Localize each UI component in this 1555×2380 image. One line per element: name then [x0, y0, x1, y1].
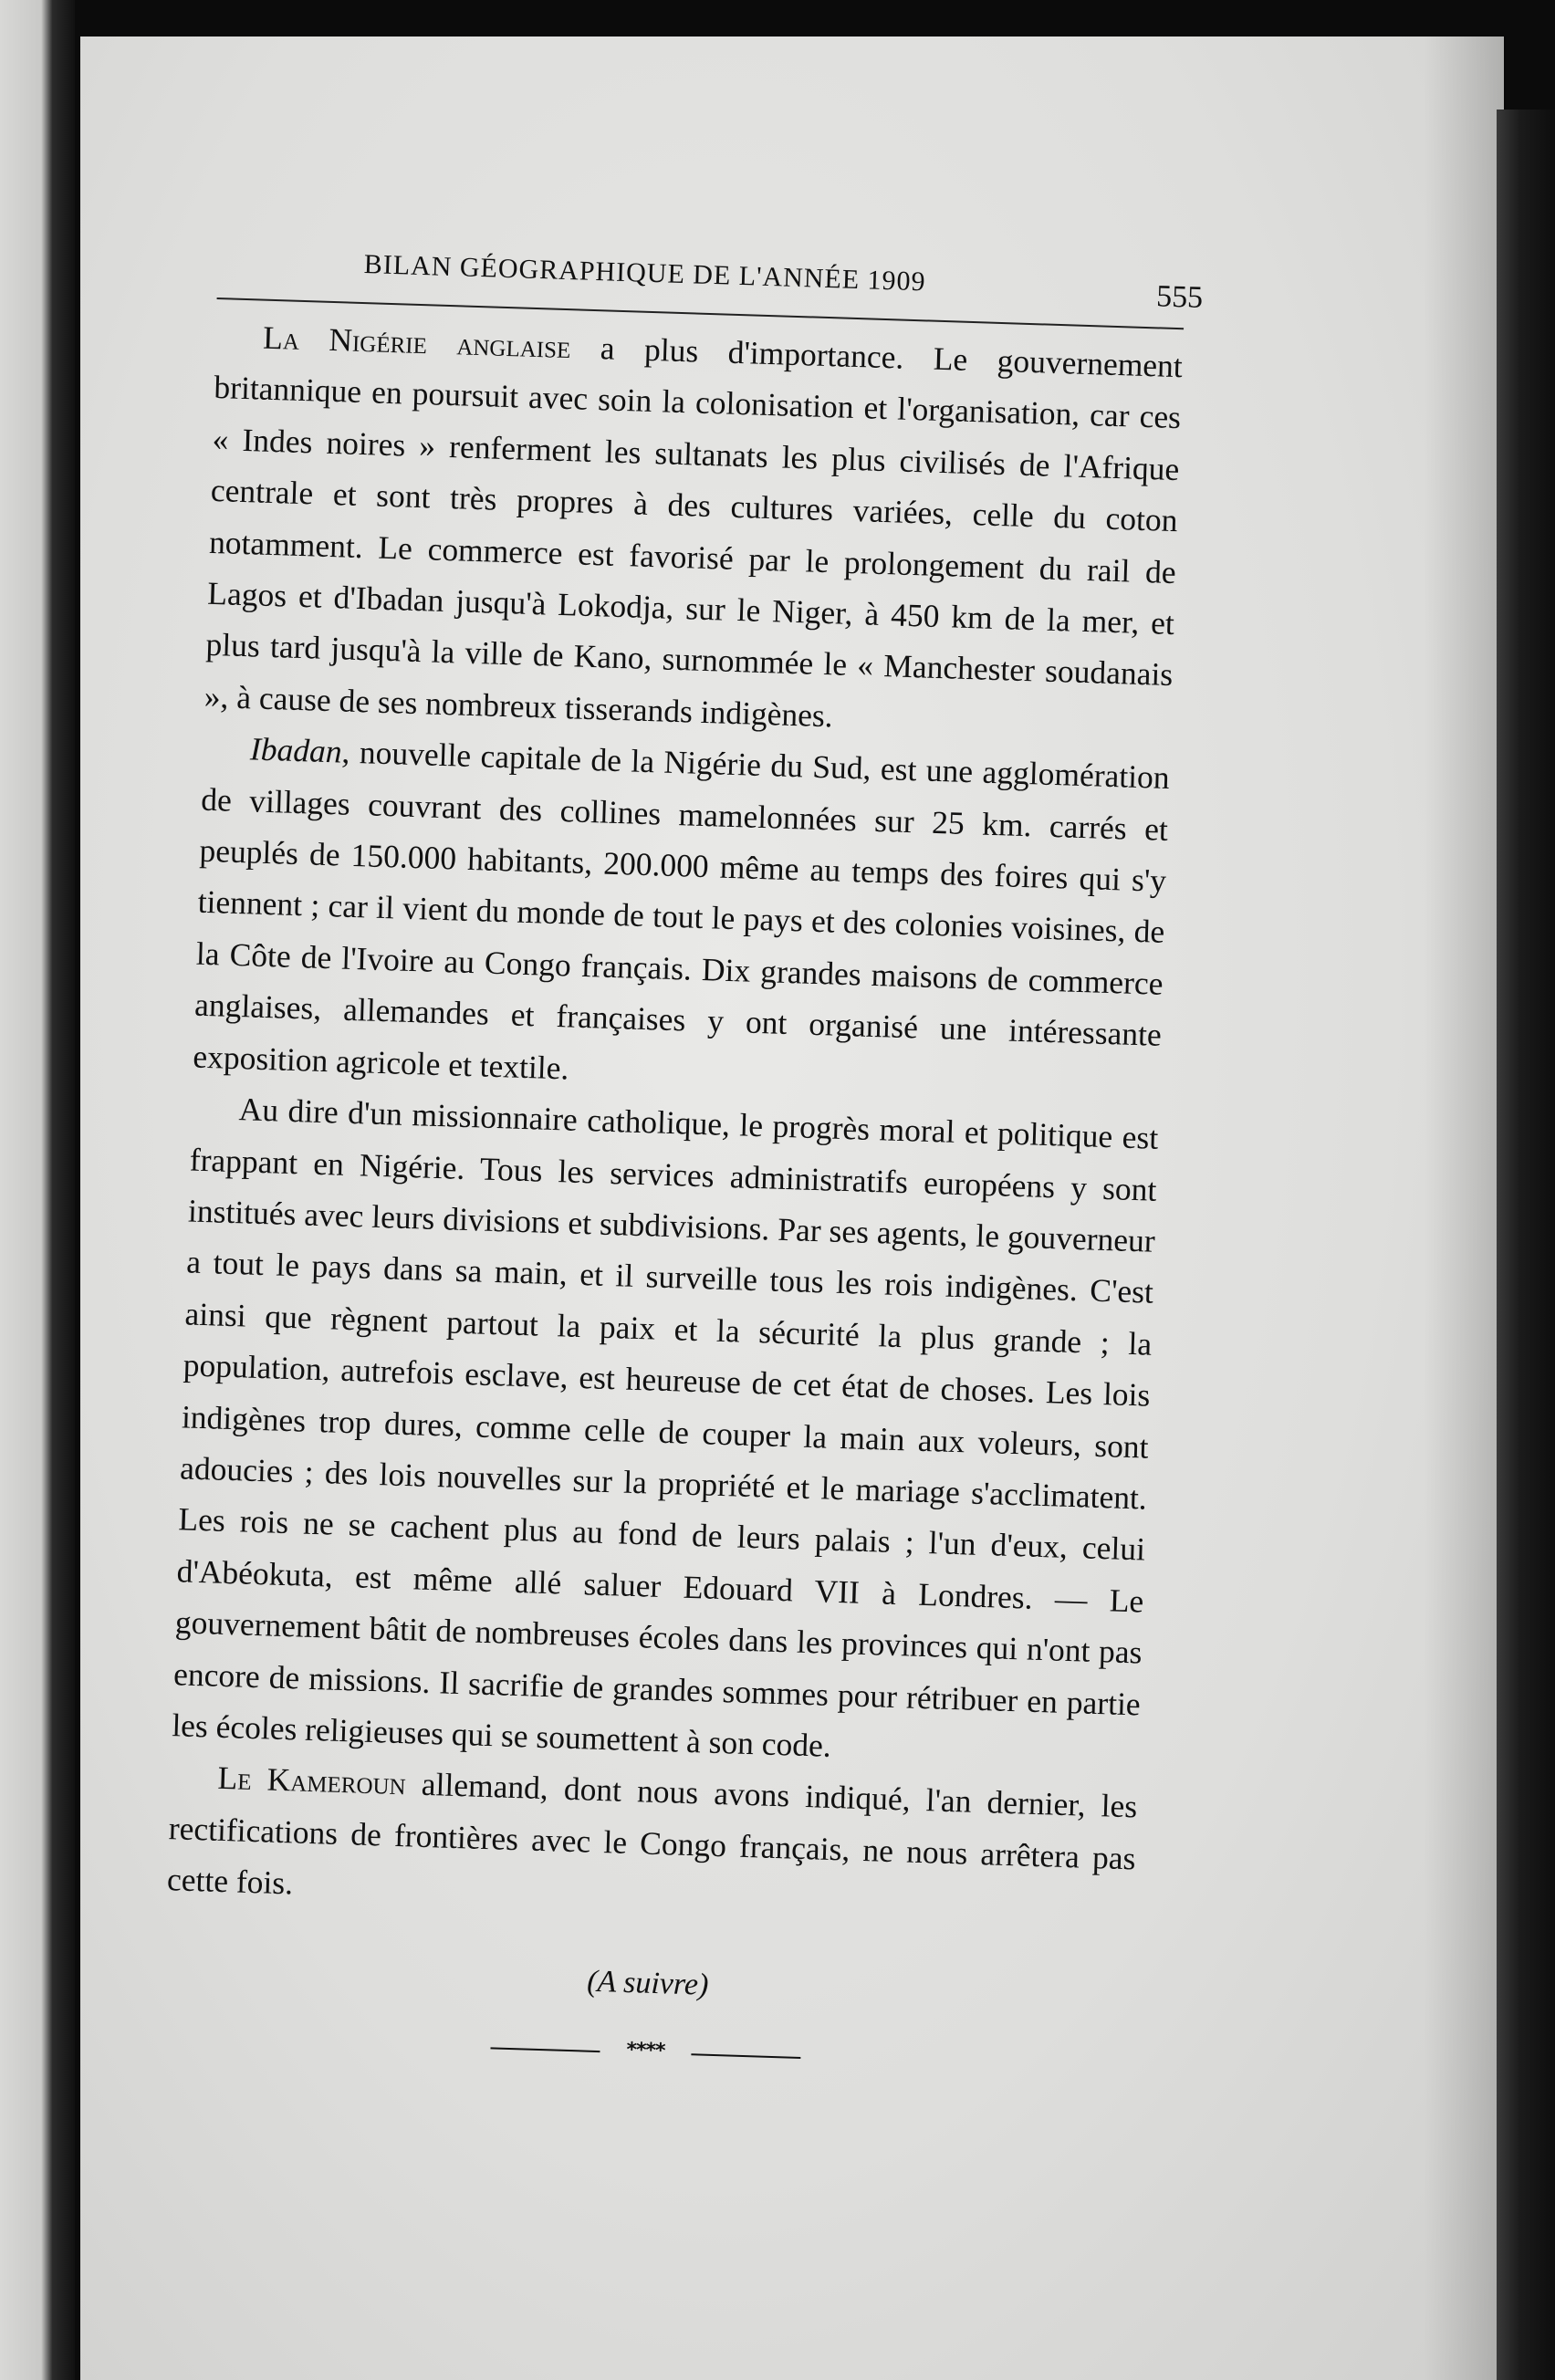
paragraph-ibadan [193, 722, 1171, 1112]
ornament-rule-right [691, 2053, 800, 2059]
binding-edge [0, 0, 75, 2380]
running-head: BILAN GÉOGRAPHIQUE DE L'ANNÉE 1909 [363, 249, 927, 298]
paragraph-lead: La Nigérie anglaise [262, 318, 572, 366]
page-content [162, 228, 1204, 2082]
paragraph-text: , nouvelle capitale de la Nigérie du Sud, est une agglomération de villages couvrant des collines mamelonnées sur 25 km. carrés et peuplés de 150.000 habitants, 200.000 même au temps des foires qui s'y tiennent ; car il vient du monde de tout le pays et des colonies voisines, de la Côte de l'Ivoire au Congo français. Dix grandes maisons de commerce anglaises, allemandes et françaises y ont organisé une intéressante exposition agricole et textile. [192, 733, 1171, 1087]
body-text [166, 310, 1183, 1936]
paragraph-text: allemand, dont nous avons indiqué, l'an dernier, les rectifications de frontières avec le Congo français, ne nous arrêtera pas cette fois. [166, 1765, 1138, 1902]
paragraph-lead: Ibadan [249, 730, 343, 770]
paragraph-nigeria [204, 310, 1184, 752]
paragraph-text: a plus d'importance. Le gouvernement britannique en poursuit avec soin la colonisation et l'organisation, car ces « Indes noires » renferment les sultanats les plus civilisés de l'Afrique centrale et sont très propres à des cultures variées, celle du coton notamment. Le commerce est favorisé par le prolongement du rail de Lagos et d'Ibadan jusqu'à Lokodja, sur le Niger, à 450 km de la mer, et plus tard jusqu'à la ville de Kano, surnommée le « Manchester soudanais », à cause de ses nombreux tisserands indigènes. [204, 329, 1184, 735]
to-be-continued [163, 1951, 1132, 2016]
ornament-rule-left [490, 2047, 600, 2052]
paragraph-text: Au dire d'un missionnaire catholique, le progrès moral et politique est frappant en Nigérie. Tous les services administratifs européens y sont institués avec leurs divisions et subdivisions. Par ses agents, le gouverneur a tout le pays dans sa main, et il surveille tous les rois indigènes. C'est ainsi que règnent partout la paix et la sécurité la plus grande ; la population, autrefois esclave, est heureuse de cet état de choses. Les lois indigènes trop dures, comme celle de couper la main aux voleurs, sont adoucies ; des lois nouvelles sur la propriété et le mariage s'acclimatent. Les rois ne se cachent plus au fond de leurs palais ; l'un d'eux, celui d'Abéokuta, est même allé saluer Edouard VII à Londres. — Le gouvernement bâtit de nombreuses écoles dans les provinces qui n'ont pas encore de missions. Il sacrifie de grandes sommes pour rétribuer en partie les écoles religieuses qui se soumettent à son code. [171, 1091, 1159, 1764]
paragraph-kameroun [166, 1751, 1138, 1936]
paragraph-lead: Le Kameroun [217, 1759, 407, 1802]
page-shadow [1424, 37, 1506, 2380]
ornament-stars: **** [626, 2038, 665, 2062]
paragraph-missionnaire [172, 1082, 1160, 1781]
book-edge [1497, 110, 1555, 2380]
closing-text: (A suivre) [586, 1964, 709, 2002]
page-number: 555 [1155, 279, 1204, 315]
